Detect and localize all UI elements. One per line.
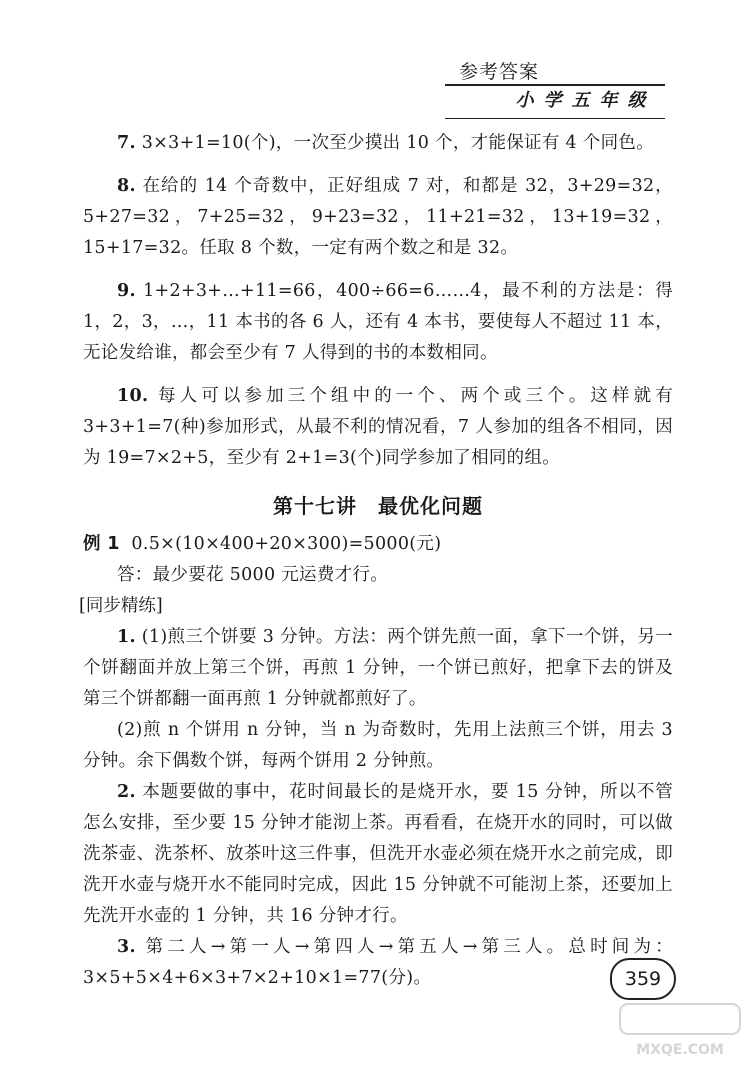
- answer-paragraph: [83, 128, 673, 159]
- answer-number: 3.: [117, 937, 136, 957]
- answer-number: 7.: [117, 133, 136, 153]
- answer-paragraph: [83, 622, 673, 715]
- answer-paragraph: [83, 932, 673, 994]
- answer-text: 第二人→第一人→第四人→第五人→第三人。总时间为：3×5+5×4+6×3+7×2+10×1=77(分)。: [83, 937, 673, 988]
- header-title: 参考答案: [459, 61, 540, 83]
- header-char: 五: [571, 90, 590, 111]
- watermark-text: MXQE.COM: [636, 1042, 724, 1058]
- header-grade-label: [513, 88, 648, 114]
- answer-paragraph: [83, 276, 673, 369]
- answer-paragraph: [83, 381, 673, 474]
- answer-text: (1)煎三个饼要 3 分钟。方法：两个饼先煎一面，拿下一个饼，另一个饼翻面并放上第三个饼，再煎 1 分钟，一个饼已煎好，把拿下去的饼及第三个饼都翻一面再煎 1 分钟就都煎好了。: [83, 627, 673, 709]
- header-char: 年: [599, 90, 618, 111]
- watermark-logo: [610, 1000, 750, 1060]
- answer-text: 3×3+1=10(个)，一次至少摸出 10 个，才能保证有 4 个同色。: [135, 133, 655, 153]
- answer-paragraph: [83, 171, 673, 264]
- header-rule-bottom: [445, 118, 665, 119]
- example-line: [83, 529, 673, 560]
- page-number: 359: [610, 958, 676, 1000]
- answer-number: 1.: [117, 627, 136, 647]
- page-body: [79, 128, 673, 994]
- header-char: 小: [515, 90, 534, 111]
- section-title: 第十七讲 最优化问题: [273, 494, 483, 518]
- answer-number: 9.: [117, 281, 136, 301]
- header-char: 学: [543, 90, 562, 111]
- header-rule: [445, 84, 665, 86]
- example-formula: 0.5×(10×400+20×300)=5000(元): [131, 534, 442, 554]
- sync-practice-heading: [同步精练]: [79, 596, 163, 616]
- example-answer: 答：最少要花 5000 元运费才行。: [117, 565, 389, 585]
- answer-text: 在给的 14 个奇数中，正好组成 7 对，和都是 32，3+29=32，5+27=32，7+25=32，9+23=32，11+21=32，13+19=32，15+17=32。任取 8 个数，一定有两个数之和是 32。: [83, 176, 673, 258]
- answer-number: 2.: [117, 782, 136, 802]
- example-label: 例 1: [83, 534, 120, 554]
- answer-number: 10.: [117, 386, 149, 406]
- answer-text: 每人可以参加三个组中的一个、两个或三个。这样就有 3+3+1=7(种)参加形式，从最不利的情况看，7 人参加的组各不相同，因为 19=7×2+5，至少有 2+1=3(个)同学参加了相同的组。: [83, 386, 673, 468]
- answer-text: 本题要做的事中，花时间最长的是烧开水，要 15 分钟，所以不管怎么安排，至少要 15 分钟才能沏上茶。再看看，在烧开水的同时，可以做洗茶壶、洗茶杯、放茶叶这三件事，但洗开水壶必须在烧开水之前完成，即洗开水壶与烧开水不能同时完成，因此 15 分钟就不可能沏上茶，还要加上先洗开水壶的 1 分钟，共 16 分钟才行。: [83, 782, 673, 926]
- answer-paragraph: [83, 715, 673, 777]
- header-char: 级: [627, 90, 646, 111]
- answer-paragraph: [83, 777, 673, 932]
- answer-text: 1+2+3+…+11=66，400÷66=6……4，最不利的方法是：得 1，2，3，…，11 本书的各 6 人，还有 4 本书，要使每人不超过 11 本，无论发给谁，都会至少有 7 人得到的书的本数相同。: [83, 281, 673, 363]
- answer-text: (2)煎 n 个饼用 n 分钟，当 n 为奇数时，先用上法煎三个饼，用去 3 分钟。余下偶数个饼，每两个饼用 2 分钟煎。: [83, 720, 673, 771]
- answer-number: 8.: [117, 176, 136, 196]
